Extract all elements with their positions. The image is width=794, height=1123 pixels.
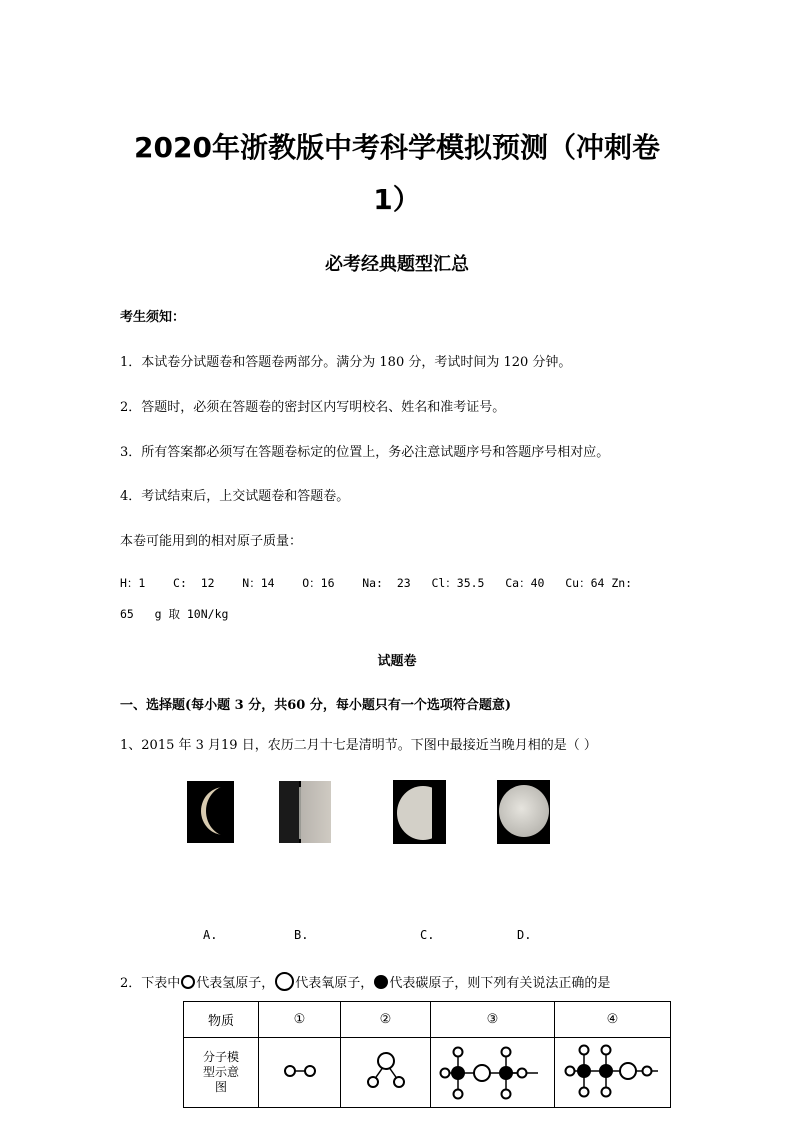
hydrogen-atom-icon (181, 975, 195, 989)
question-2-text (120, 972, 610, 991)
option-c-label: C. (420, 928, 435, 942)
table-header-3: ③ (431, 1002, 555, 1038)
molecule-model-1 (259, 1038, 341, 1108)
notice-item-4: 4．考试结束后，上交试题卷和答题卷。 (120, 489, 350, 504)
table-header-4: ④ (555, 1002, 671, 1038)
table-row-label: 分子模型示意图 (184, 1038, 259, 1108)
notice-heading: 考生须知： (120, 310, 186, 325)
notice-item-2: 2．答题时，必须在答题卷的密封区内写明校名、姓名和准考证号。 (120, 400, 506, 415)
document-title-line1: 2020年浙教版中考科学模拟预测（冲刺卷 (134, 131, 660, 164)
document-subtitle: 必考经典题型汇总 (325, 254, 469, 275)
q2-text-part-c: 代表氧原子， (295, 976, 374, 991)
atomic-masses-line2: 65 g 取 10N/kg (120, 607, 229, 621)
molecule-model-4 (555, 1038, 671, 1108)
notice-item-3: 3．所有答案都必须写在答题卷标定的位置上，务必注意试题序号和答题序号相对应。 (120, 445, 610, 460)
moon-phase-image-a (187, 781, 234, 843)
carbon-atom-icon (374, 975, 388, 989)
option-b-label: B. (294, 928, 309, 942)
table-header-2: ② (341, 1002, 431, 1038)
moon-phase-image-c (393, 780, 446, 844)
moon-phase-image-b (279, 781, 331, 843)
option-a-label: A. (203, 928, 218, 942)
q2-text-part-d: 代表碳原子，则下列有关说法正确的是 (389, 976, 611, 991)
oxygen-atom-icon (275, 972, 294, 991)
document-title-line2: 1） (373, 183, 421, 216)
section-title: 试题卷 (377, 654, 417, 669)
table-header-1: ① (259, 1002, 341, 1038)
molecule-model-2 (341, 1038, 431, 1108)
notice-item-1: 1．本试卷分试题卷和答题卷两部分。满分为 180 分，考试时间为 120 分钟。 (120, 355, 572, 370)
molecule-table (183, 1001, 671, 1108)
part1-heading: 一、选择题(每小题 3 分，共60 分，每小题只有一个选项符合题意) (120, 698, 512, 713)
moon-phase-image-d (497, 780, 550, 844)
atomic-masses-line1: H：1 C: 12 N：14 O：16 Na: 23 Cl：35.5 Ca：40 Cu：64 Zn: (120, 576, 633, 590)
atomic-mass-heading: 本卷可能用到的相对原子质量： (120, 534, 303, 549)
q2-text-part-b: 代表氢原子， (196, 976, 275, 991)
table-header-substance: 物质 (184, 1002, 259, 1038)
option-d-label: D. (517, 928, 532, 942)
question-1-text: 1、2015 年 3 月19 日，农历二月十七是清明节。下图中最接近当晚月相的是（ ） (120, 738, 597, 753)
molecule-model-3 (431, 1038, 555, 1108)
q2-text-part-a: 2．下表中 (120, 976, 181, 991)
